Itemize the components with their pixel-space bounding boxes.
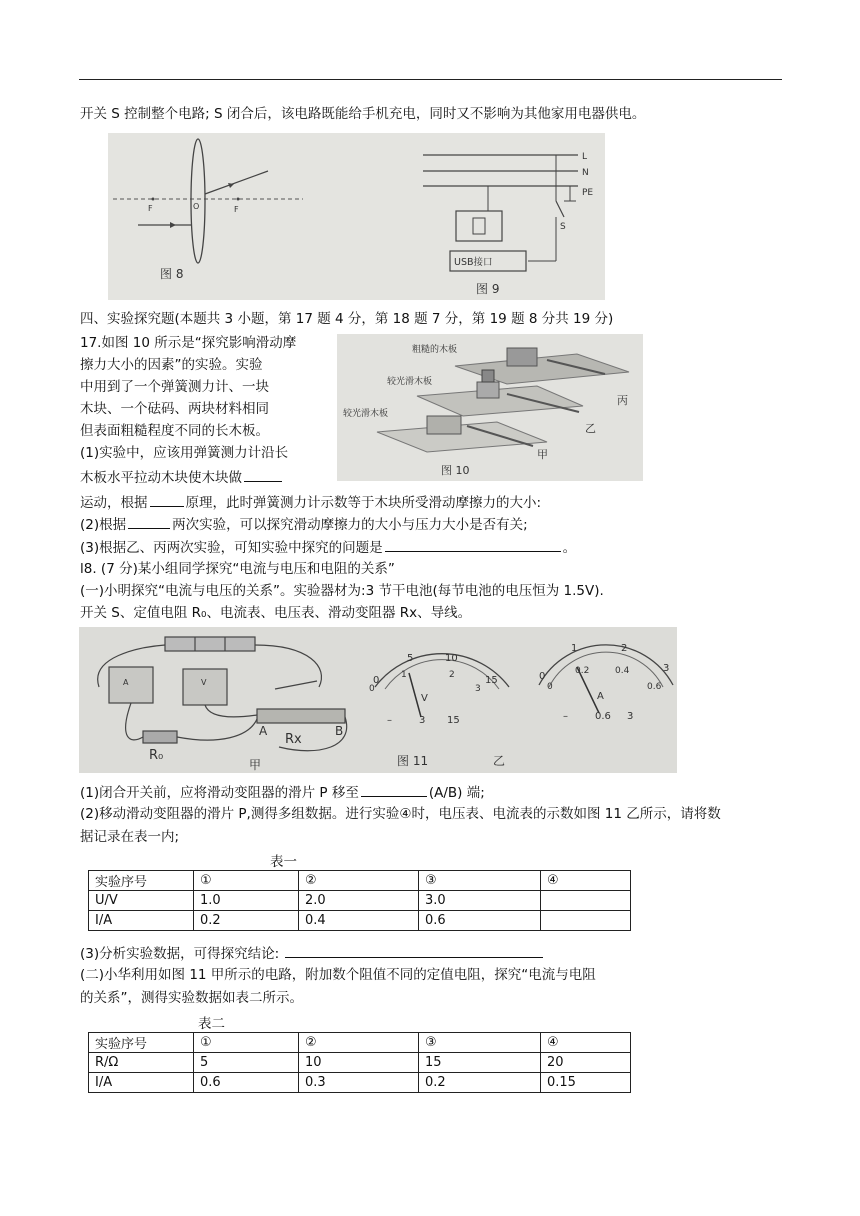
table-row xyxy=(89,1053,631,1073)
q17-blank-principle[interactable] xyxy=(150,492,184,507)
q17-line-7-text: 木板水平拉动木块使木块做 xyxy=(80,470,242,486)
table-cell: R/Ω xyxy=(89,1053,194,1073)
q17-line-3: 中用到了一个弹簧测力计、一块 xyxy=(80,379,269,395)
table-cell: I/A xyxy=(89,911,194,931)
circuit-diagram xyxy=(98,637,347,751)
q17-p2-post: 两次实验，可以探究滑动摩擦力的大小与压力大小是否有关; xyxy=(172,517,528,533)
voltmeter-outer-tick-0: 0 xyxy=(373,675,380,686)
table-cell: 3.0 xyxy=(419,891,541,911)
switch-s-label: S xyxy=(560,222,566,232)
line-l-label: L xyxy=(582,152,588,162)
table-cell: 20 xyxy=(541,1053,631,1073)
q18-p3-pre: (3)分析实验数据，可得探究结论: xyxy=(80,946,284,962)
table-cell: 实验序号 xyxy=(89,1033,194,1053)
figure-11-label-yi: 乙 xyxy=(493,754,506,768)
q18-title: l8. (7 分)某小组同学探究“电流与电压和电阻的关系” xyxy=(80,561,395,577)
figure-10-caption: 图 10 xyxy=(441,464,470,477)
ammeter-terminal-neg: – xyxy=(563,711,568,722)
rheostat-end-b-label: B xyxy=(335,724,344,738)
table-cell: 0.2 xyxy=(194,911,299,931)
table-cell: 5 xyxy=(194,1053,299,1073)
fig10-board-rough-label: 粗糙的木板 xyxy=(412,345,458,355)
q17-p2-pre: (2)根据 xyxy=(80,517,127,533)
q18-p1-pre: (1)闭合开关前，应将滑动变阻器的滑片 P 移至 xyxy=(80,785,359,801)
table-1-caption: 表一 xyxy=(270,854,297,870)
q17-line-2: 擦力大小的因素”的实验。实验 xyxy=(80,357,263,373)
table-cell: ④ xyxy=(541,871,631,891)
q17-blank-motion[interactable] xyxy=(244,467,282,482)
table-row xyxy=(89,1033,631,1053)
usb-label: USB接口 xyxy=(454,257,493,268)
ammeter-inner-tick-0-4: 0.4 xyxy=(615,666,630,676)
q17-line-6: (1)实验中，应该用弹簧测力计沿长 xyxy=(80,445,289,461)
q18-part1-line-2: 开关 S、定值电阻 R₀、电流表、电压表、滑动变阻器 Rx、导线。 xyxy=(80,605,472,621)
intro-line: 开关 S 控制整个电路; S 闭合后，该电路既能给手机充电，同时又不影响为其他家用电器供电。 xyxy=(80,106,646,122)
ammeter-outer-tick-2: 2 xyxy=(621,643,628,654)
fig10-board-smooth-2-label: 较光滑木板 xyxy=(343,409,389,419)
table-cell: 0.4 xyxy=(299,911,419,931)
table-row xyxy=(89,1073,631,1093)
q17-p1-continued xyxy=(80,492,541,512)
q17-line-5: 但表面粗糙程度不同的长木板。 xyxy=(80,423,269,439)
ammeter-inner-tick-0-2: 0.2 xyxy=(575,666,590,676)
table-cell: 0.2 xyxy=(419,1073,541,1093)
table-cell: ② xyxy=(299,1033,419,1053)
table-cell: ④ xyxy=(541,1033,631,1053)
table-cell: U/V xyxy=(89,891,194,911)
ammeter-terminal-0-6: 0.6 xyxy=(595,711,611,722)
ammeter-outer-tick-3: 3 xyxy=(663,663,670,674)
table-2-caption: 表二 xyxy=(198,1016,225,1032)
table-cell: 0.3 xyxy=(299,1073,419,1093)
fig10-bing-label: 丙 xyxy=(617,394,628,407)
focus-label-left: F xyxy=(148,204,153,213)
figure-11 xyxy=(79,627,677,773)
table-cell: 15 xyxy=(419,1053,541,1073)
rheostat-end-a-label: A xyxy=(259,724,268,738)
q17-line-4: 木块、一个砝码、两块材料相同 xyxy=(80,401,269,417)
q18-part2-line-2: 的关系”，测得实验数据如表二所示。 xyxy=(80,990,303,1006)
optical-center-label: O xyxy=(193,202,200,211)
q18-part-2-line-2: 据记录在表一内; xyxy=(80,829,180,845)
q18-part-1 xyxy=(80,782,485,802)
table-cell: 0.6 xyxy=(194,1073,299,1093)
figure-8-9 xyxy=(108,133,605,300)
table-cell-current-answer[interactable] xyxy=(541,911,631,931)
table-cell: ① xyxy=(194,871,299,891)
figure-10 xyxy=(337,334,643,481)
fig10-jia-label: 甲 xyxy=(537,448,548,461)
q17-p3-post: 。 xyxy=(562,540,577,556)
table-cell: I/A xyxy=(89,1073,194,1093)
table-1 xyxy=(88,870,631,931)
table-cell: 实验序号 xyxy=(89,871,194,891)
voltmeter-symbol: V xyxy=(201,678,207,687)
ammeter-inner-tick-0: 0 xyxy=(547,682,553,692)
voltmeter-outer-tick-5: 5 xyxy=(407,653,414,664)
table-row xyxy=(89,891,631,911)
q17-line-7 xyxy=(80,467,284,487)
ammeter-inner-tick-0-6: 0.6 xyxy=(647,682,662,692)
table-cell: ① xyxy=(194,1033,299,1053)
voltmeter-terminal-3: 3 xyxy=(419,715,426,726)
voltmeter-inner-tick-3: 3 xyxy=(475,684,481,694)
q17-blank-experiments[interactable] xyxy=(128,514,170,529)
figure-11-caption: 图 11 xyxy=(397,754,429,768)
q17-p1-pre: 运动，根据 xyxy=(80,495,148,511)
ammeter-symbol: A xyxy=(123,678,129,687)
figure-8-caption: 图 8 xyxy=(160,267,184,281)
table-cell-voltage-answer[interactable] xyxy=(541,891,631,911)
fig10-board-smooth-1-label: 较光滑木板 xyxy=(387,377,433,387)
table-cell: 0.15 xyxy=(541,1073,631,1093)
ammeter-outer-tick-0: 0 xyxy=(539,671,546,682)
q17-part-3 xyxy=(80,537,576,557)
voltmeter-inner-tick-2: 2 xyxy=(449,670,455,680)
focus-label-right: F xyxy=(234,205,239,214)
q18-part2-line-1: (二)小华利用如图 11 甲所示的电路，附加数个阻值不同的定值电阻，探究“电流与电阻 xyxy=(80,967,596,983)
table-cell: ③ xyxy=(419,871,541,891)
table-cell: ③ xyxy=(419,1033,541,1053)
q17-part-2 xyxy=(80,514,528,534)
ammeter-terminal-3: 3 xyxy=(627,711,634,722)
table-2 xyxy=(88,1032,631,1093)
ammeter-dial xyxy=(539,643,673,722)
rheostat-rx-label: Rx xyxy=(285,732,302,747)
q17-line-1: 17.如图 10 所示是“探究影响滑动摩 xyxy=(80,335,297,351)
q18-blank-slider-end[interactable] xyxy=(361,782,427,797)
ammeter-outer-tick-1: 1 xyxy=(571,643,578,654)
section-4-title: 四、实验探究题(本题共 3 小题，第 17 题 4 分，第 18 题 7 分，第 19 题 8 分共 19 分) xyxy=(80,311,614,327)
voltmeter-terminal-15: 15 xyxy=(447,715,460,726)
line-pe-label: PE xyxy=(582,188,594,198)
table-cell: 10 xyxy=(299,1053,419,1073)
voltmeter-outer-tick-15: 15 xyxy=(485,675,498,686)
q18-p1-post: (A/B) 端; xyxy=(428,785,485,801)
figure-11-label-jia: 甲 xyxy=(249,758,262,772)
voltmeter-terminal-neg: – xyxy=(387,715,392,726)
resistor-r0-label: R₀ xyxy=(149,748,164,763)
ammeter-unit: A xyxy=(597,691,604,702)
line-n-label: N xyxy=(582,168,589,178)
table-cell: 1.0 xyxy=(194,891,299,911)
lens-diagram xyxy=(113,139,303,281)
q18-blank-conclusion[interactable] xyxy=(285,943,543,958)
header-rule xyxy=(79,79,782,80)
q18-part-2-line-1: (2)移动滑动变阻器的滑片 P,测得多组数据。进行实验④时，电压表、电流表的示数如图 11 乙所示，请将数 xyxy=(80,806,721,822)
q17-blank-question[interactable] xyxy=(385,537,561,552)
voltmeter-outer-tick-10: 10 xyxy=(445,653,458,664)
voltmeter-unit: V xyxy=(421,693,428,704)
figure-9-caption: 图 9 xyxy=(476,282,500,296)
table-cell: 2.0 xyxy=(299,891,419,911)
fig10-yi-label: 乙 xyxy=(585,422,596,435)
table-cell: ② xyxy=(299,871,419,891)
q17-p3-pre: (3)根据乙、丙两次实验，可知实验中探究的问题是 xyxy=(80,540,383,556)
voltmeter-inner-tick-1: 1 xyxy=(401,670,407,680)
table-row xyxy=(89,911,631,931)
table-cell: 0.6 xyxy=(419,911,541,931)
q18-part-3 xyxy=(80,943,545,963)
socket-circuit-diagram xyxy=(423,152,593,296)
q17-p1-post: 原理，此时弹簧测力计示数等于木块所受滑动摩擦力的大小: xyxy=(185,495,542,511)
q18-part1-line-1: (一)小明探究“电流与电压的关系”。实验器材为:3 节干电池(每节电池的电压恒为 1.5V). xyxy=(80,583,604,599)
voltmeter-inner-tick-0: 0 xyxy=(369,684,375,694)
voltmeter-dial xyxy=(369,653,509,726)
table-row xyxy=(89,871,631,891)
